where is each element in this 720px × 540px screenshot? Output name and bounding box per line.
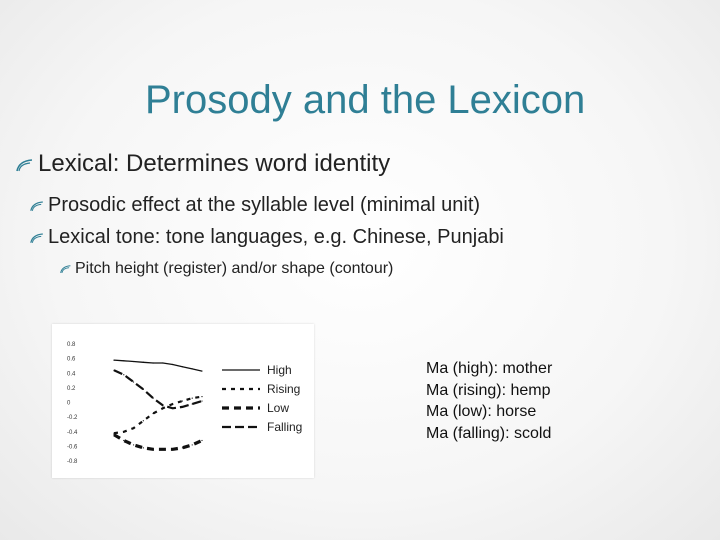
series-point-high bbox=[143, 362, 144, 363]
series-point-low bbox=[182, 447, 183, 448]
y-tick-label: 0.2 bbox=[67, 385, 76, 392]
y-tick-label: -0.2 bbox=[67, 415, 78, 422]
y-tick-label: 0 bbox=[67, 400, 71, 407]
bullet-text: Lexical tone: tone languages, e.g. Chinese, Punjabi bbox=[48, 226, 504, 248]
bullet-tone bbox=[30, 226, 504, 249]
series-point-falling bbox=[143, 389, 144, 390]
bullet-text: Lexical: Determines word identity bbox=[38, 150, 391, 177]
y-tick-label: -0.4 bbox=[67, 429, 78, 436]
bullet-text: Pitch height (register) and/or shape (contour) bbox=[75, 260, 394, 277]
legend-label-high: High bbox=[267, 363, 292, 377]
series-point-low bbox=[153, 449, 154, 450]
series-line-high bbox=[114, 360, 202, 371]
legend-label-low: Low bbox=[267, 401, 290, 415]
series-point-low bbox=[143, 447, 144, 448]
series-point-rising bbox=[162, 408, 163, 409]
series-point-rising bbox=[133, 427, 134, 428]
series-point-rising bbox=[201, 396, 202, 397]
y-tick-label: -0.6 bbox=[67, 444, 78, 451]
y-tick-label: -0.8 bbox=[67, 459, 78, 465]
series-point-low bbox=[192, 444, 193, 445]
series-point-falling bbox=[172, 408, 173, 409]
series-point-high bbox=[182, 366, 183, 367]
series-point-rising bbox=[192, 398, 193, 399]
series-point-high bbox=[162, 362, 163, 363]
y-tick-label: 0.4 bbox=[67, 371, 76, 378]
series-point-falling bbox=[133, 381, 134, 382]
series-point-low bbox=[133, 444, 134, 445]
series-point-rising bbox=[143, 420, 144, 421]
bullet-icon bbox=[16, 158, 36, 172]
gloss-low: Ma (low): horse bbox=[426, 403, 537, 420]
bullet-icon bbox=[30, 232, 46, 244]
series-point-high bbox=[153, 362, 154, 363]
series-point-high bbox=[133, 361, 134, 362]
bullet-icon bbox=[30, 200, 46, 212]
series-point-falling bbox=[162, 405, 163, 406]
series-point-high bbox=[172, 364, 173, 365]
bullet-text: Prosodic effect at the syllable level (minimal unit) bbox=[48, 194, 481, 216]
series-point-falling bbox=[201, 400, 202, 401]
tone-chart-svg bbox=[52, 324, 314, 478]
series-point-low bbox=[172, 449, 173, 450]
gloss-rising: Ma (rising): hemp bbox=[426, 381, 551, 399]
series-point-low bbox=[201, 440, 202, 441]
legend-label-falling: Falling bbox=[267, 420, 303, 434]
series-point-falling bbox=[123, 374, 124, 375]
slide-title: Prosody and the Lexicon bbox=[145, 78, 586, 122]
bullet-prosodic bbox=[30, 194, 480, 217]
series-line-falling bbox=[114, 370, 202, 408]
tone-gloss bbox=[426, 358, 552, 444]
bullet-icon bbox=[60, 264, 73, 274]
y-tick-label: 0.8 bbox=[67, 342, 76, 348]
series-point-falling bbox=[153, 398, 154, 399]
y-tick-label: 0.6 bbox=[67, 356, 76, 363]
series-point-rising bbox=[113, 433, 114, 434]
bullet-lexical bbox=[16, 150, 390, 178]
series-point-rising bbox=[182, 400, 183, 401]
series-point-rising bbox=[123, 431, 124, 432]
series-point-low bbox=[162, 449, 163, 450]
series-point-falling bbox=[192, 403, 193, 404]
legend-label-rising: Rising bbox=[267, 382, 301, 396]
series-point-low bbox=[123, 440, 124, 441]
series-point-low bbox=[113, 434, 114, 435]
series-point-rising bbox=[172, 403, 173, 404]
series-point-rising bbox=[153, 413, 154, 414]
series-line-low bbox=[114, 435, 202, 450]
series-point-high bbox=[123, 360, 124, 361]
gloss-high: Ma (high): mother bbox=[426, 360, 553, 377]
series-point-high bbox=[201, 370, 202, 371]
tone-chart bbox=[52, 324, 314, 478]
series-point-high bbox=[192, 368, 193, 369]
series-point-falling bbox=[182, 406, 183, 407]
bullet-pitch bbox=[60, 260, 393, 278]
series-point-falling bbox=[113, 370, 114, 371]
series-point-high bbox=[113, 359, 114, 360]
gloss-falling: Ma (falling): scold bbox=[426, 424, 552, 442]
